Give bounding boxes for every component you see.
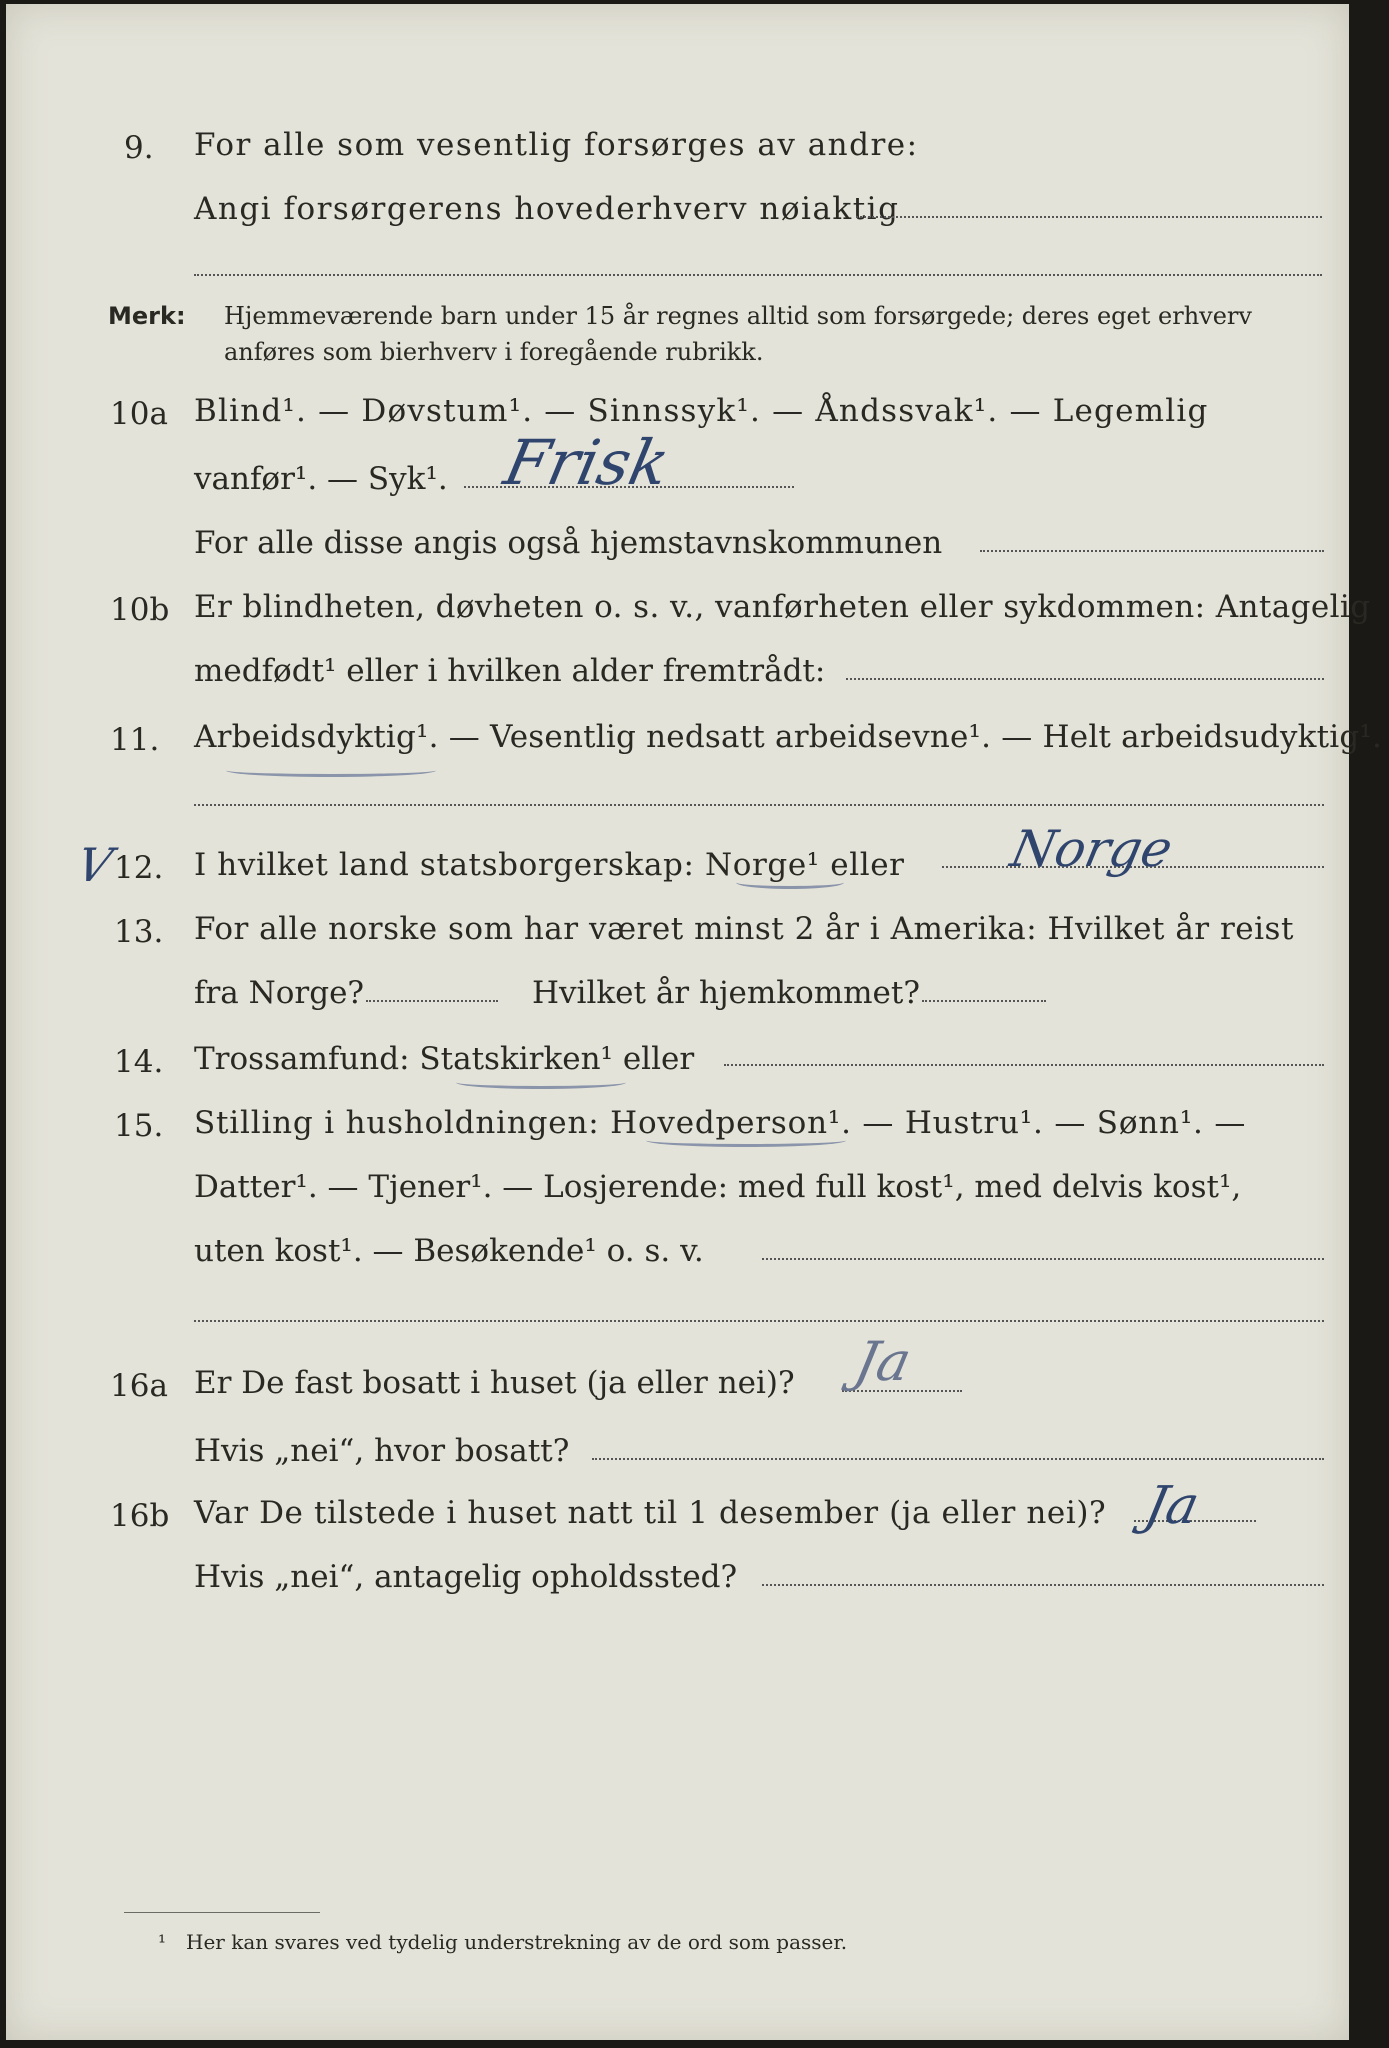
q15-number: 15. xyxy=(114,1108,164,1144)
q16b-handwritten-answer: Ja xyxy=(1139,1476,1205,1536)
q14-line1: Trossamfund: Statskirken¹ eller xyxy=(194,1041,695,1077)
q14-number: 14. xyxy=(114,1044,164,1080)
footnote-rule xyxy=(124,1912,320,1913)
q10a-number: 10a xyxy=(110,396,168,432)
q10b-line2: medfødt¹ eller i hvilken alder fremtrådt: xyxy=(194,653,826,689)
q11-number: 11. xyxy=(110,722,160,758)
q13-line2a: fra Norge? xyxy=(194,975,365,1011)
q16b-line1: Var De tilstede i huset natt til 1 desember (ja eller nei)? xyxy=(194,1495,1107,1531)
merk-line1: Hjemmeværende barn under 15 år regnes alltid som forsørgede; deres eget erhverv xyxy=(224,302,1252,330)
q15-handwritten-underline xyxy=(646,1134,846,1147)
q10b-answer-line[interactable] xyxy=(846,678,1324,680)
q9-number: 9. xyxy=(124,130,154,166)
q13-year-left-line[interactable] xyxy=(366,1000,498,1002)
q13-number: 13. xyxy=(114,914,164,950)
q13-year-returned-line[interactable] xyxy=(922,1000,1046,1002)
q9-answer-line-2[interactable] xyxy=(194,274,1322,276)
q13-line2b: Hvilket år hjemkommet? xyxy=(532,975,920,1011)
q16a-number: 16a xyxy=(110,1368,168,1404)
q9-line1: For alle som vesentlig forsørges av andre: xyxy=(194,127,919,163)
q15-line1: Stilling i husholdningen: Hovedperson¹. — Hustru¹. — Sønn¹. — xyxy=(194,1105,1247,1141)
q13-line1: For alle norske som har været minst 2 år i Amerika: Hvilket år reist xyxy=(194,911,1294,947)
q9-answer-line[interactable] xyxy=(856,216,1322,218)
q16b-location-line[interactable] xyxy=(762,1584,1324,1586)
q10a-line3: For alle disse angis også hjemstavnskommunen xyxy=(194,525,943,561)
q12-number: 12. xyxy=(114,850,164,886)
q11-handwritten-underline xyxy=(226,764,436,777)
footnote-text: Her kan svares ved tydelig understrekning av de ord som passer. xyxy=(186,1930,848,1954)
q16b-number: 16b xyxy=(110,1498,170,1534)
merk-note xyxy=(108,298,186,334)
merk-line2: anføres som bierhverv i foregående rubrikk. xyxy=(224,338,764,366)
q10a-line1: Blind¹. — Døvstum¹. — Sinnssyk¹. — Åndssvak¹. — Legemlig xyxy=(194,393,1209,429)
q10a-handwritten-answer: Frisk xyxy=(498,426,676,499)
q15-line2: Datter¹. — Tjener¹. — Losjerende: med full kost¹, med delvis kost¹, xyxy=(194,1169,1242,1205)
q16a-line2: Hvis „nei“, hvor bosatt? xyxy=(194,1433,570,1469)
q16a-line1: Er De fast bosatt i huset (ja eller nei)? xyxy=(194,1365,795,1401)
q9-line2: Angi forsørgerens hovederhverv nøiaktig xyxy=(194,191,900,227)
q12-handwritten-answer: Norge xyxy=(1005,820,1178,878)
q10b-number: 10b xyxy=(110,592,170,628)
q10a-hometown-line[interactable] xyxy=(980,550,1324,552)
q10b-line1: Er blindheten, døvheten o. s. v., vanførheten eller sykdommen: Antagelig xyxy=(194,589,1371,625)
q10a-line2: vanfør¹. — Syk¹. xyxy=(194,461,448,497)
q12-handwritten-underline xyxy=(736,876,844,889)
q12-line1: I hvilket land statsborgerskap: Norge¹ eller xyxy=(194,847,905,883)
q15-answer-line[interactable] xyxy=(762,1258,1324,1260)
q16a-handwritten-answer: Ja xyxy=(849,1330,917,1393)
q15-line3: uten kost¹. — Besøkende¹ o. s. v. xyxy=(194,1233,704,1269)
census-form-page xyxy=(6,4,1383,2040)
q14-handwritten-underline xyxy=(456,1076,626,1089)
q11-line1: Arbeidsdyktig¹. — Vesentlig nedsatt arbeidsevne¹. — Helt arbeidsudyktig¹. xyxy=(194,719,1383,755)
footnote-mark: ¹ xyxy=(158,1930,167,1954)
q16a-residence-line[interactable] xyxy=(592,1458,1324,1460)
q12-check-mark: V xyxy=(72,838,117,892)
q14-answer-line[interactable] xyxy=(724,1064,1324,1066)
q11-answer-line[interactable] xyxy=(194,804,1324,806)
q15-answer-line-2[interactable] xyxy=(194,1320,1324,1322)
merk-label: Merk: xyxy=(108,302,186,330)
q16b-line2: Hvis „nei“, antagelig opholdssted? xyxy=(194,1559,738,1595)
